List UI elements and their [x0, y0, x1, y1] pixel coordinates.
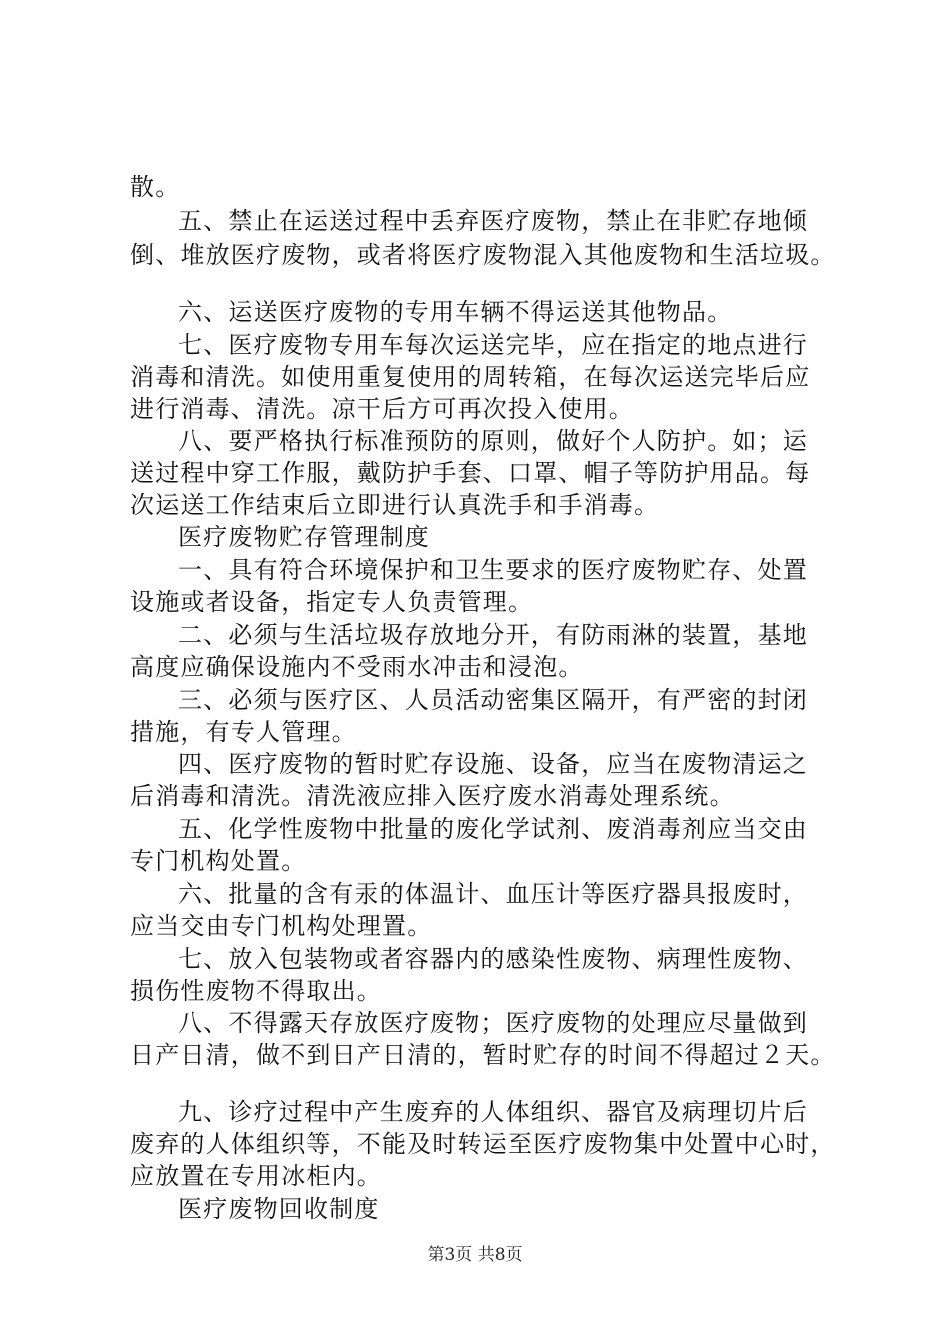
text-line: 专门机构处置。 — [130, 847, 307, 875]
text-line: 三、必须与医疗区、人员活动密集区隔开，有严密的封闭 — [178, 686, 808, 714]
text-line: 二、必须与生活垃圾存放地分开，有防雨淋的装置，基地 — [178, 621, 808, 649]
text-line: 高度应确保设施内不受雨水冲击和浸泡。 — [130, 653, 584, 681]
text-line: 消毒和清洗。如使用重复使用的周转箱，在每次运送完毕后应 — [130, 363, 811, 391]
text-line: 损伤性废物不得取出。 — [130, 977, 382, 1005]
text-line: 进行消毒、清洗。凉干后方可再次投入使用。 — [130, 395, 634, 423]
text-line: 九、诊疗过程中产生废弃的人体组织、器官及病理切片后 — [178, 1098, 808, 1126]
text-line: 日产日清，做不到日产日清的，暂时贮存的时间不得超过２天。 — [130, 1041, 836, 1069]
text-line: 七、放入包装物或者容器内的感染性废物、病理性废物、 — [178, 945, 808, 973]
text-line: 五、化学性废物中批量的废化学试剂、废消毒剂应当交由 — [178, 815, 808, 843]
text-line: 七、医疗废物专用车每次运送完毕，应在指定的地点进行 — [178, 331, 808, 359]
section-heading: 医疗废物回收制度 — [178, 1195, 380, 1223]
text-line: 倒、堆放医疗废物，或者将医疗废物混入其他废物和生活垃圾。 — [130, 241, 836, 269]
text-line: 应当交由专门机构处理置。 — [130, 912, 433, 940]
text-line: 八、要严格执行标准预防的原则，做好个人防护。如；运 — [178, 427, 808, 455]
text-line: 后消毒和清洗。清洗液应排入医疗废水消毒处理系统。 — [130, 782, 735, 810]
text-line: 六、批量的含有汞的体温计、血压计等医疗器具报废时， — [178, 880, 808, 908]
text-line: 送过程中穿工作服，戴防护手套、口罩、帽子等防护用品。每 — [130, 459, 811, 487]
text-line: 废弃的人体组织等，不能及时转运至医疗废物集中处置中心时， — [130, 1130, 836, 1158]
text-line: 措施，有专人管理。 — [130, 718, 357, 746]
section-heading: 医疗废物贮存管理制度 — [178, 523, 430, 551]
text-line: 四、医疗废物的暂时贮存设施、设备，应当在废物清运之 — [178, 750, 808, 778]
text-line: 散。 — [130, 173, 181, 201]
text-line: 应放置在专用冰柜内。 — [130, 1162, 382, 1190]
text-line: 设施或者设备，指定专人负责管理。 — [130, 588, 534, 616]
text-line: 次运送工作结束后立即进行认真洗手和手消毒。 — [130, 491, 660, 519]
text-line: 一、具有符合环境保护和卫生要求的医疗废物贮存、处置 — [178, 556, 808, 584]
text-line: 六、运送医疗废物的专用车辆不得运送其他物品。 — [178, 298, 733, 326]
page-number-footer: 第3页 共8页 — [427, 1245, 523, 1265]
text-line: 八、不得露天存放医疗废物；医疗废物的处理应尽量做到 — [178, 1009, 808, 1037]
text-line: 五、禁止在运送过程中丢弃医疗废物，禁止在非贮存地倾 — [178, 207, 808, 235]
